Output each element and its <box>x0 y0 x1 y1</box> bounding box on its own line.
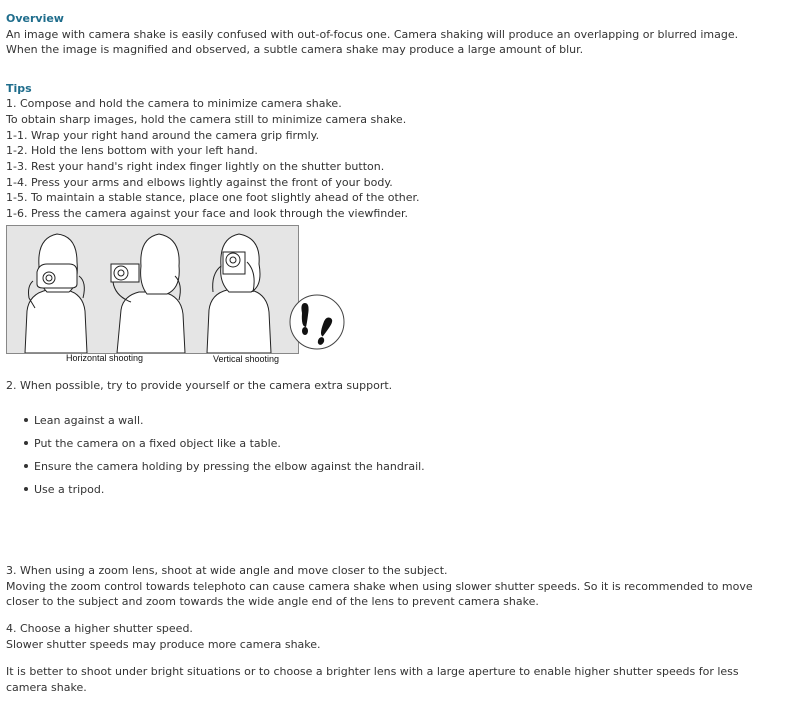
tips-heading: Tips <box>6 82 32 95</box>
shooting-posture-drawing <box>7 226 298 353</box>
bullet-dot <box>24 441 28 445</box>
final-text-line-2: camera shake. <box>6 681 87 694</box>
tip-1-6: 1-6. Press the camera against your face and look through the viewfinder. <box>6 207 409 220</box>
list-item: Lean against a wall. <box>24 414 144 428</box>
tip-3-text-line-2: closer to the subject and zoom towards the wide angle end of the lens to prevent camera shake. <box>6 595 539 608</box>
overview-heading: Overview <box>6 12 64 25</box>
overview-text-line-1: An image with camera shake is easily confused with out-of-focus one. Camera shaking will produce an overlapping or blurred image. <box>6 28 739 41</box>
caption-horizontal-shooting: Horizontal shooting <box>66 353 144 363</box>
list-item: Put the camera on a fixed object like a table. <box>24 437 281 451</box>
tip-1-4: 1-4. Press your arms and elbows lightly against the front of your body. <box>6 176 393 189</box>
person-horizontal-front <box>25 234 87 353</box>
final-text-line-1: It is better to shoot under bright situations or to choose a brighter lens with a large aperture to enable higher shutter speeds for less <box>6 665 739 678</box>
list-item: Use a tripod. <box>24 483 104 497</box>
bullet-dot <box>24 464 28 468</box>
camera-holding-illustration <box>6 225 346 367</box>
overview-text-line-2: When the image is magnified and observed, a subtle camera shake may produce a large amount of blur. <box>6 43 584 56</box>
illustration-background <box>6 225 299 354</box>
list-item: Ensure the camera holding by pressing the elbow against the handrail. <box>24 460 425 474</box>
tip-1-5: 1-5. To maintain a stable stance, place one foot slightly ahead of the other. <box>6 191 420 204</box>
tip-1-2: 1-2. Hold the lens bottom with your left hand. <box>6 144 258 157</box>
caption-vertical-shooting: Vertical shooting <box>213 354 280 364</box>
tip-3-title: 3. When using a zoom lens, shoot at wide angle and move closer to the subject. <box>6 564 448 577</box>
tip-2-title: 2. When possible, try to provide yourself or the camera extra support. <box>6 379 393 392</box>
tip-4-title: 4. Choose a higher shutter speed. <box>6 622 193 635</box>
tip-1-title: 1. Compose and hold the camera to minimize camera shake. <box>6 97 342 110</box>
tip-3-text-line-1: Moving the zoom control towards telephoto can cause camera shake when using slower shutter speeds. So it is recommended to move <box>6 580 753 593</box>
person-horizontal-side <box>111 234 185 353</box>
foot-position-icon <box>288 293 346 351</box>
tip-4-text: Slower shutter speeds may produce more camera shake. <box>6 638 321 651</box>
tip-1-1: 1-1. Wrap your right hand around the camera grip firmly. <box>6 129 320 142</box>
bullet-dot <box>24 487 28 491</box>
tip-1-intro: To obtain sharp images, hold the camera still to minimize camera shake. <box>6 113 407 126</box>
tip-1-3: 1-3. Rest your hand's right index finger lightly on the shutter button. <box>6 160 385 173</box>
bullet-dot <box>24 418 28 422</box>
person-vertical <box>207 234 271 353</box>
